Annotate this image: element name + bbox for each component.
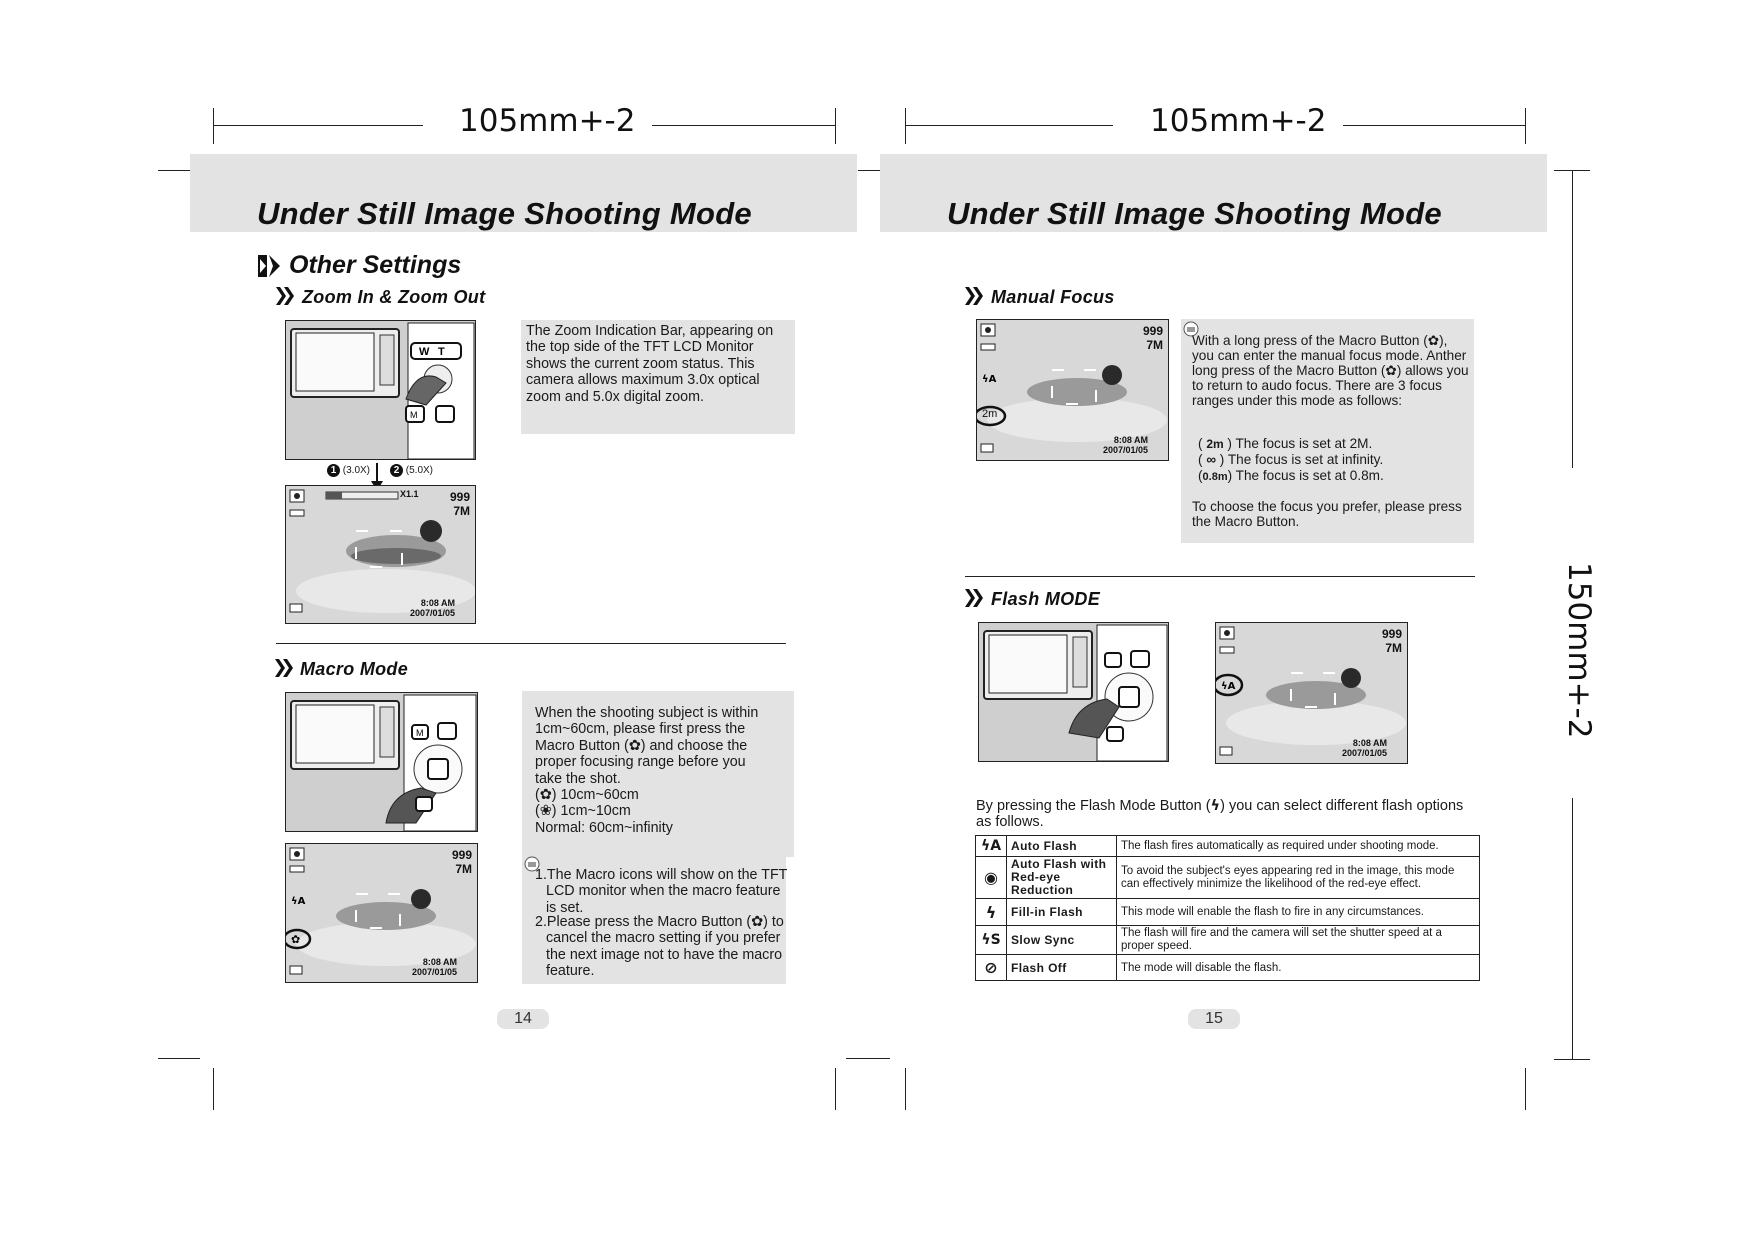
marker-2-label: (5.0X) xyxy=(405,465,434,476)
flash-row-desc: The flash will fire and the camera will set the shutter speed at a proper speed. xyxy=(1117,926,1480,955)
flash-row-name: Flash Off xyxy=(1007,955,1117,981)
page-number-left: 14 xyxy=(497,1009,549,1029)
osd-date: 2007/01/05 xyxy=(409,608,455,618)
osd-shots-remaining: 999 xyxy=(449,490,470,504)
subsection-arrow-icon xyxy=(965,589,985,607)
svg-text:ϟA: ϟA xyxy=(1221,681,1236,692)
marker-1-badge: 1 xyxy=(327,464,340,477)
flash-auto-icon: ϟA xyxy=(976,836,1007,857)
section-divider xyxy=(965,576,1475,577)
dim-tick xyxy=(213,108,214,144)
left-page-title: Under Still Image Shooting Mode xyxy=(257,196,752,231)
dim-tick xyxy=(1554,1059,1590,1060)
section-arrow-icon xyxy=(258,255,280,277)
table-row xyxy=(976,857,1480,899)
focus-2m-icon: 2m xyxy=(1206,437,1224,451)
crop-mark xyxy=(213,1068,214,1110)
macro-note-2: 2.Please press the Macro Button (✿) to cancel the macro setting if you prefer the next image not to have the macro feature. xyxy=(535,914,784,980)
right-page-banner xyxy=(880,154,1547,232)
camera-zoom-illustration xyxy=(285,320,476,460)
focus-0-8m-icon: 0.8m xyxy=(1202,471,1228,483)
crop-mark xyxy=(858,170,880,171)
zoom-description xyxy=(521,320,795,434)
lcd-zoom-screenshot xyxy=(285,485,476,624)
marker-1-label: (3.0X) xyxy=(342,465,371,476)
flash-button-icon: ϟ xyxy=(1210,798,1221,814)
manual-focus-description xyxy=(1181,319,1474,543)
svg-text:M: M xyxy=(416,728,424,738)
flash-row-desc: The flash fires automatically as required under shooting mode. xyxy=(1117,836,1480,857)
left-page-banner xyxy=(190,154,857,232)
crop-mark xyxy=(846,1058,890,1059)
section-divider xyxy=(276,643,786,644)
osd-time: 8:08 AM xyxy=(1113,435,1148,445)
subsection-arrow-icon xyxy=(276,287,296,305)
lcd-flash-screenshot xyxy=(1215,622,1408,764)
focus-infinity-icon: ∞ xyxy=(1206,452,1217,467)
macro-heading: Macro Mode xyxy=(300,659,409,679)
focus-range-0-8m: (0.8m) The focus is set at 0.8m. xyxy=(1198,468,1384,483)
flash-off-icon: ⊘ xyxy=(976,955,1007,981)
osd-resolution: 7M xyxy=(455,862,472,876)
focus-range-2m: ( 2m ) The focus is set at 2M. xyxy=(1198,436,1373,451)
osd-time: 8:08 AM xyxy=(1352,738,1387,748)
other-settings-heading: Other Settings xyxy=(289,251,462,279)
osd-time: 8:08 AM xyxy=(422,957,457,967)
slow-sync-icon: ϟS xyxy=(976,926,1007,955)
osd-time: 8:08 AM xyxy=(420,598,455,608)
dim-line-left-top-b xyxy=(652,125,836,126)
osd-shots-remaining: 999 xyxy=(451,848,472,862)
page-number-right: 15 xyxy=(1188,1009,1240,1029)
macro-text-line: (❀) 1cm~10cm xyxy=(535,803,631,820)
manual-focus-closing: To choose the focus you prefer, please press the Macro Button. xyxy=(1192,499,1462,529)
svg-text:T: T xyxy=(438,346,445,358)
manual-focus-intro: With a long press of the Macro Button (✿), you can enter the manual focus mode. Anther long press of the Macro Button (✿) allows you to return to audo focus. There are 3 focus ranges under this mode as follows: xyxy=(1192,333,1469,408)
subsection-arrow-icon xyxy=(275,659,295,677)
zoom-marker-optical xyxy=(327,464,370,477)
osd-resolution: 7M xyxy=(453,504,470,518)
dim-tick xyxy=(1554,170,1590,171)
flash-row-name: Fill-in Flash xyxy=(1007,899,1117,926)
dim-line-vertical-bottom xyxy=(1572,798,1573,1060)
zoom-marker-digital xyxy=(390,464,433,477)
dim-tick xyxy=(835,108,836,144)
dim-line-vertical-top xyxy=(1572,170,1573,468)
manual-focus-heading: Manual Focus xyxy=(991,287,1115,307)
dim-label-left-width: 105mm+-2 xyxy=(459,103,636,139)
zoom-value-label: X1.1 xyxy=(400,489,419,499)
flash-row-name: Auto Flash xyxy=(1007,836,1117,857)
crop-mark xyxy=(158,170,192,171)
osd-date: 2007/01/05 xyxy=(1341,748,1387,758)
osd-date: 2007/01/05 xyxy=(1102,445,1148,455)
zoom-heading: Zoom In & Zoom Out xyxy=(302,287,486,307)
red-eye-icon: ◉ xyxy=(976,857,1007,899)
subsection-arrow-icon xyxy=(965,287,985,305)
focus-2m-text: The focus is set at 2M. xyxy=(1235,436,1373,451)
svg-text:✿: ✿ xyxy=(291,933,301,946)
crop-mark xyxy=(1525,1068,1526,1110)
osd-focus-distance: 2m xyxy=(982,408,998,420)
dim-tick xyxy=(905,108,906,144)
osd-date: 2007/01/05 xyxy=(411,967,457,977)
focus-infinity-text: The focus is set at infinity. xyxy=(1227,452,1384,467)
macro-note-1: 1.The Macro icons will show on the TFT LCD monitor when the macro feature is set. xyxy=(535,867,788,916)
dim-line-left-top xyxy=(213,125,423,126)
table-row xyxy=(976,899,1480,926)
flash-intro-before: By pressing the Flash Mode Button ( xyxy=(976,798,1211,814)
crop-mark xyxy=(835,1068,836,1110)
dim-label-right-width: 105mm+-2 xyxy=(1150,103,1327,139)
svg-text:ϟA: ϟA xyxy=(291,896,306,907)
osd-shots-remaining: 999 xyxy=(1381,627,1402,641)
dim-label-right-height: 150mm+-2 xyxy=(1561,562,1597,739)
flash-row-desc: The mode will disable the flash. xyxy=(1117,955,1480,981)
flash-intro xyxy=(976,798,1474,830)
marker-2-badge: 2 xyxy=(390,464,403,477)
osd-shots-remaining: 999 xyxy=(1142,324,1163,338)
focus-range-infinity: ( ∞ ) The focus is set at infinity. xyxy=(1198,452,1384,467)
svg-text:W: W xyxy=(419,346,430,358)
focus-0-8m-text: The focus is set at 0.8m. xyxy=(1235,468,1384,483)
zoom-description-text: The Zoom Indication Bar, appearing on the top side of the TFT LCD Monitor shows the current zoom status. This camera allows maximum 3.0x optical zoom and 5.0x digital zoom. xyxy=(526,323,774,405)
flash-options-table xyxy=(975,835,1480,981)
crop-mark xyxy=(905,1068,906,1110)
flash-row-name: Auto Flash with Red-eye Reduction xyxy=(1007,857,1117,899)
macro-text-line: 1cm~60cm, please first press the xyxy=(535,721,746,738)
macro-text-line: proper focusing range before you xyxy=(535,754,746,771)
table-row xyxy=(976,955,1480,981)
flash-intro-after: ) you can select different flash options as follows. xyxy=(976,798,1464,830)
lcd-manual-focus-screenshot xyxy=(976,319,1169,461)
svg-text:M: M xyxy=(410,410,418,420)
flash-row-desc: This mode will enable the flash to fire in any circumstances. xyxy=(1117,899,1480,926)
dim-line-right-top-b xyxy=(1343,125,1525,126)
dim-line-right-top xyxy=(905,125,1113,126)
macro-text-line: When the shooting subject is within xyxy=(535,705,759,721)
flash-fill-icon: ϟ xyxy=(976,899,1007,926)
macro-text-line: Normal: 60cm~infinity xyxy=(535,819,673,836)
macro-text-line: take the shot. xyxy=(535,770,621,787)
crop-mark xyxy=(158,1058,200,1059)
flash-row-desc: To avoid the subject's eyes appearing red in the image, this mode can effectively minimize the likelihood of the red-eye effect. xyxy=(1117,857,1480,899)
macro-description xyxy=(522,691,794,857)
svg-text:ϟA: ϟA xyxy=(982,374,997,385)
right-page-title: Under Still Image Shooting Mode xyxy=(947,196,1442,231)
camera-flash-illustration xyxy=(978,622,1169,762)
flash-row-name: Slow Sync xyxy=(1007,926,1117,955)
dim-tick xyxy=(1525,108,1526,144)
camera-macro-illustration xyxy=(285,692,478,832)
lcd-macro-screenshot xyxy=(285,843,478,983)
table-row xyxy=(976,836,1480,857)
macro-text-line: (✿) 10cm~60cm xyxy=(535,787,639,804)
table-row xyxy=(976,926,1480,955)
osd-resolution: 7M xyxy=(1385,641,1402,655)
flash-heading: Flash MODE xyxy=(991,589,1101,609)
osd-resolution: 7M xyxy=(1146,338,1163,352)
macro-note xyxy=(522,854,786,984)
macro-text-line: Macro Button (✿) and choose the xyxy=(535,737,748,754)
